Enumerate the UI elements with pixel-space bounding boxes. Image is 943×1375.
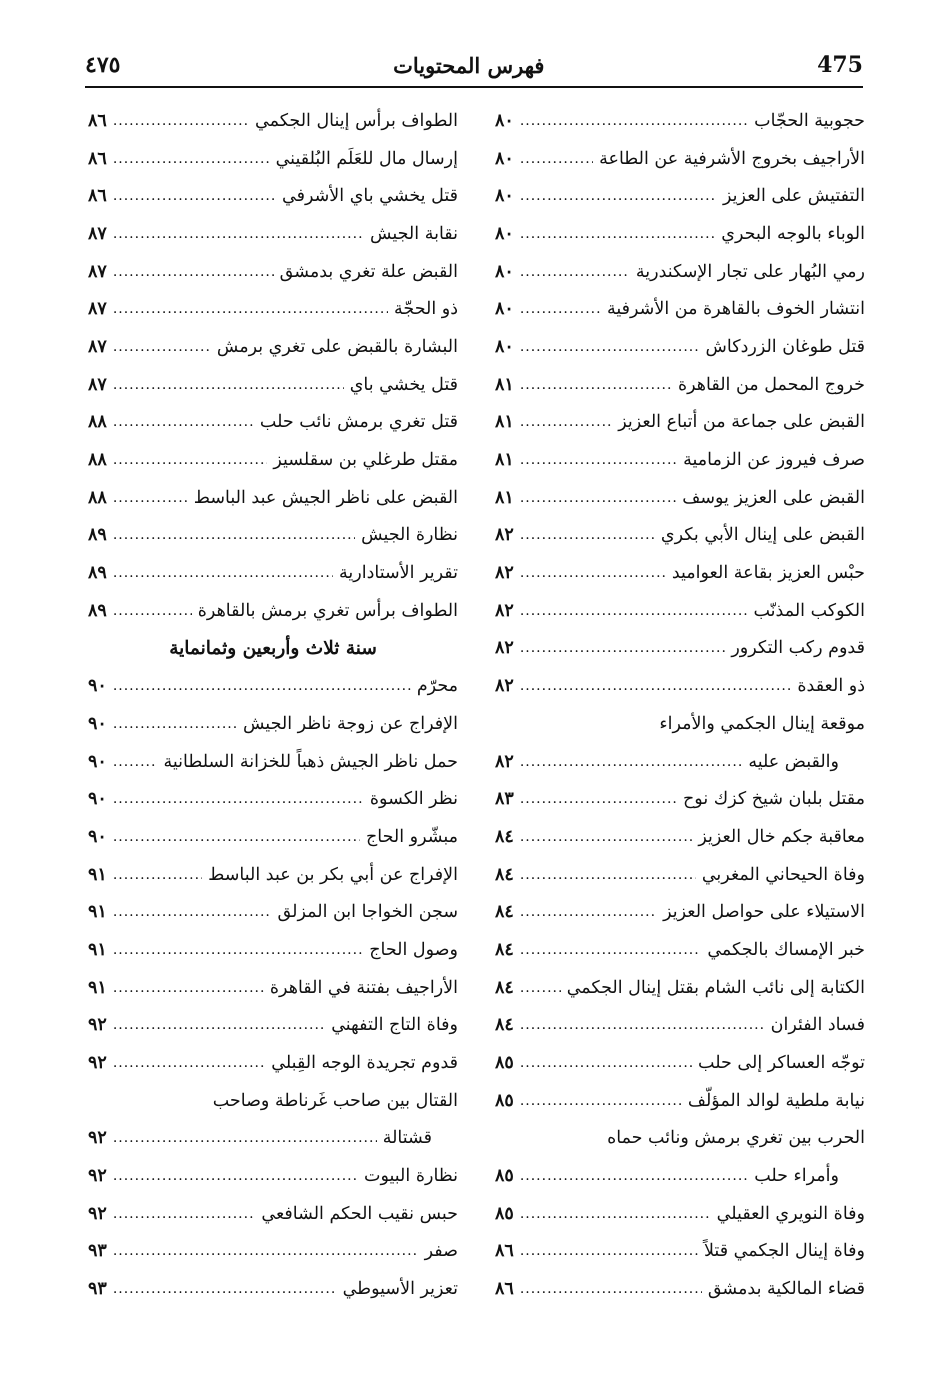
entry-page-number: ٨٧: [88, 336, 107, 357]
dot-leader: [113, 113, 249, 129]
entry-title: نقابة الجيش: [370, 223, 458, 244]
entry-title: القبض علة تغري بدمشق: [279, 261, 458, 282]
dot-leader: [520, 791, 677, 807]
dot-leader: [113, 188, 276, 204]
entry-page-number: ٩٢: [88, 1053, 107, 1074]
entry-title: وأمراء حلب: [754, 1166, 839, 1187]
dot-leader: [520, 113, 748, 129]
section-heading-text: سنة ثلاث وأربعين وثمانماية: [169, 637, 377, 659]
entry-title: توجّه العساكر إلى حلب: [698, 1053, 865, 1074]
index-entry: [88, 328, 458, 366]
entry-title: الإفراج عن أبي بكر بن عبد الباسط: [208, 864, 458, 885]
entry-title: القبض على ناظر الجيش عبد الباسط: [193, 487, 458, 508]
index-entry: [88, 404, 458, 442]
entry-title: نيابة ملطية لوالد المؤلّف: [687, 1090, 865, 1111]
entry-title: البشارة بالقبض على تغري برمش: [216, 336, 458, 357]
dot-leader: [520, 1243, 698, 1259]
dot-leader: [113, 867, 202, 883]
entry-page-number: ٨٢: [495, 676, 514, 697]
dot-leader: [520, 527, 655, 543]
index-entry: [495, 931, 865, 969]
dot-leader: [113, 1281, 337, 1297]
dot-leader: [520, 1168, 748, 1184]
entry-page-number: ٨٤: [495, 977, 514, 998]
entry-page-number: ٩٢: [88, 1203, 107, 1224]
entry-page-number: ٩٠: [88, 789, 107, 810]
index-entry: [88, 215, 458, 253]
entry-page-number: ٨٠: [495, 299, 514, 320]
entry-title: ذو الحجّة: [394, 299, 458, 320]
entry-page-number: ٨٦: [495, 1241, 514, 1262]
index-entry: [495, 328, 865, 366]
page-header: [85, 44, 863, 88]
index-entry: [88, 517, 458, 555]
index-entry: [495, 630, 865, 668]
entry-page-number: ٨٠: [495, 261, 514, 282]
index-entry: [88, 441, 458, 479]
entry-title: مقتل طرغلي بن سقلسيز: [273, 450, 458, 471]
entry-page-number: ٩٣: [88, 1279, 107, 1300]
index-entry: [88, 290, 458, 328]
entry-title: مبشّرو الحاج: [365, 826, 458, 847]
entry-page-number: ٨٨: [88, 450, 107, 471]
entry-page-number: ٨٧: [88, 299, 107, 320]
index-entry: [88, 743, 458, 781]
dot-leader: [113, 716, 237, 732]
index-entry: [495, 818, 865, 856]
entry-page-number: ٨٥: [495, 1166, 514, 1187]
dot-leader: [520, 188, 717, 204]
entry-page-number: ٨٩: [88, 525, 107, 546]
entry-title: صرف فيروز عن الزمامية: [683, 450, 865, 471]
entry-page-number: ٨٠: [495, 336, 514, 357]
entry-title: الوباء بالوجه البحري: [721, 223, 865, 244]
entry-page-number: ٩٢: [88, 1166, 107, 1187]
entry-page-number: ٨٨: [88, 487, 107, 508]
dot-leader: [520, 414, 612, 430]
index-entry: [495, 517, 865, 555]
entry-title: الكوكب المذنّب: [753, 600, 865, 621]
index-entry: [495, 253, 865, 291]
entry-title: وفاة النويري العقيلي: [716, 1203, 865, 1224]
entry-page-number: ٩٠: [88, 713, 107, 734]
index-entry: [88, 893, 458, 931]
index-entry: [88, 1157, 458, 1195]
index-entry: [88, 780, 458, 818]
entry-title: سجن الخواجا ابن المزلق: [277, 902, 458, 923]
entry-page-number: ٩٢: [88, 1128, 107, 1149]
dot-leader: [113, 904, 272, 920]
entry-page-number: ٨٩: [88, 600, 107, 621]
index-entry: [495, 140, 865, 178]
index-entry: [495, 1082, 865, 1120]
entry-title: قتل تغري برمش نائب حلب: [259, 412, 458, 433]
dot-leader: [520, 867, 696, 883]
right-index-column: [495, 102, 865, 1308]
entry-page-number: ٨٢: [495, 525, 514, 546]
entry-title: حجوبية الحجّاب: [754, 110, 865, 131]
entry-title: رمي البُهار على تجار الإسكندرية: [635, 261, 865, 282]
entry-title: وفاة التاج التفهني: [331, 1015, 458, 1036]
index-entry: [495, 1120, 865, 1158]
index-entry: [88, 1082, 458, 1120]
entry-page-number: ٨٠: [495, 148, 514, 169]
index-entry: [88, 856, 458, 894]
entry-title: الطواف برأس تغري برمش بالقاهرة: [197, 600, 458, 621]
entry-title: محرّم: [416, 676, 458, 697]
dot-leader: [520, 1017, 765, 1033]
dot-leader: [113, 527, 355, 543]
entry-title: صفر: [424, 1241, 458, 1262]
dot-leader: [520, 264, 630, 280]
entry-title: قتل طوغان الزردكاش: [705, 336, 865, 357]
index-entry: [495, 1233, 865, 1271]
entry-page-number: ٨٦: [495, 1279, 514, 1300]
entry-page-number: ٨٤: [495, 902, 514, 923]
entry-page-number: ٩٣: [88, 1241, 107, 1262]
index-entry: [88, 1044, 458, 1082]
entry-title: الاستيلاء على حواصل العزيز: [663, 902, 865, 923]
index-entry: [495, 215, 865, 253]
index-entry: [88, 1233, 458, 1271]
dot-leader: [520, 301, 601, 317]
entry-title: قتل يخشي باي: [349, 374, 458, 395]
dot-leader: [520, 565, 666, 581]
entry-title: نظر الكسوة: [369, 789, 458, 810]
entry-page-number: ٩٢: [88, 1015, 107, 1036]
index-entry: [495, 404, 865, 442]
index-entry: [88, 592, 458, 630]
entry-page-number: ٨٠: [495, 110, 514, 131]
entry-title: فساد الفئران: [770, 1015, 865, 1036]
entry-title: وصول الحاج: [369, 939, 458, 960]
dot-leader: [520, 226, 715, 242]
index-entry: [88, 102, 458, 140]
entry-page-number: ٨٢: [495, 638, 514, 659]
index-entry: [495, 592, 865, 630]
entry-title: خروج المحمل من القاهرة: [677, 374, 865, 395]
entry-page-number: ٨٧: [88, 223, 107, 244]
entry-page-number: ٨٧: [88, 374, 107, 395]
dot-leader: [520, 829, 693, 845]
dot-leader: [113, 1168, 358, 1184]
dot-leader: [520, 151, 593, 167]
entry-page-number: ٨٥: [495, 1053, 514, 1074]
entry-page-number: ٨٨: [88, 412, 107, 433]
index-entry: [88, 253, 458, 291]
index-entry: [88, 554, 458, 592]
entry-title: وفاة الحيحاني المغربي: [701, 864, 865, 885]
entry-title: ذو العقدة: [797, 676, 865, 697]
entry-title: حبس نقيب الحكم الشافعي: [261, 1203, 458, 1224]
entry-title: حبْس العزيز بقاعة العواميد: [671, 563, 865, 584]
entry-title: والقبض عليه: [748, 751, 839, 772]
index-entry: [495, 1157, 865, 1195]
entry-page-number: ٨٧: [88, 261, 107, 282]
entry-title: القبض على إينال الأبي بكري: [660, 525, 865, 546]
dot-leader: [520, 942, 702, 958]
entry-title: الأراجيف بفتنة في القاهرة: [269, 977, 458, 998]
entry-page-number: ٨٤: [495, 864, 514, 885]
dot-leader: [113, 339, 211, 355]
entry-title: قدوم تجريدة الوجه القِبلي: [271, 1053, 458, 1074]
dot-leader: [113, 151, 270, 167]
entry-title: القتال بين صاحب غَرناطة وصاحب: [212, 1090, 458, 1111]
entry-page-number: ٨٤: [495, 1015, 514, 1036]
entry-title: التفتيش على العزيز: [723, 186, 865, 207]
index-entry: [88, 366, 458, 404]
entry-page-number: ٨٦: [88, 186, 107, 207]
entry-page-number: ٨٤: [495, 826, 514, 847]
entry-page-number: ٨١: [495, 412, 514, 433]
entry-page-number: ٨٩: [88, 563, 107, 584]
section-heading: [88, 630, 458, 668]
entry-title: قضاء المالكية بدمشق: [707, 1279, 865, 1300]
entry-page-number: ٨٥: [495, 1090, 514, 1111]
entry-page-number: ٨١: [495, 374, 514, 395]
dot-leader: [520, 1055, 692, 1071]
entry-title: موقعة إينال الجكمي والأمراء: [659, 713, 865, 734]
dot-leader: [520, 1281, 702, 1297]
index-entry: [88, 705, 458, 743]
entry-title: القبض على العزيز يوسف: [682, 487, 865, 508]
entry-title: مقتل بلبان شيخ كزك نوح: [683, 789, 865, 810]
dot-leader: [113, 1243, 419, 1259]
index-entry: [495, 441, 865, 479]
entry-page-number: ٨٥: [495, 1203, 514, 1224]
entry-page-number: ٨٢: [495, 751, 514, 772]
entry-page-number: ٨٦: [88, 148, 107, 169]
page-title: فهرس المحتويات: [393, 52, 545, 78]
entry-title: قتل يخشي باي الأشرفي: [282, 186, 458, 207]
dot-leader: [113, 452, 268, 468]
index-entry: [495, 705, 865, 743]
dot-leader: [113, 791, 364, 807]
index-entry: [88, 667, 458, 705]
entry-page-number: ٨٠: [495, 223, 514, 244]
entry-title: تعزير الأسيوطي: [342, 1279, 458, 1300]
entry-page-number: ٨١: [495, 450, 514, 471]
page-number-latin: 475: [817, 52, 863, 78]
index-entry: [495, 780, 865, 818]
dot-leader: [113, 264, 274, 280]
left-index-column: [88, 102, 458, 1308]
entry-page-number: ٩١: [88, 902, 107, 923]
entry-page-number: ٨٣: [495, 789, 514, 810]
dot-leader: [113, 980, 264, 996]
index-entry: [495, 554, 865, 592]
index-entry: [495, 1195, 865, 1233]
index-entry: [495, 1270, 865, 1308]
entry-title: وفاة إينال الجكمي قتلاً: [703, 1241, 865, 1262]
entry-title: خبر الإمساك بالجكمي: [707, 939, 865, 960]
entry-page-number: ٨٢: [495, 600, 514, 621]
index-entry: [88, 1007, 458, 1045]
index-entry: [88, 177, 458, 215]
dot-leader: [520, 377, 672, 393]
dot-leader: [520, 980, 561, 996]
index-entry: [495, 366, 865, 404]
dot-leader: [520, 603, 748, 619]
dot-leader: [520, 640, 726, 656]
dot-leader: [113, 414, 254, 430]
index-entry: [88, 1120, 458, 1158]
entry-page-number: ٩٠: [88, 826, 107, 847]
index-entry: [495, 743, 865, 781]
dot-leader: [520, 904, 657, 920]
entry-page-number: ٨٢: [495, 563, 514, 584]
entry-title: الأراجيف بخروج الأشرفية عن الطاعة: [599, 148, 865, 169]
dot-leader: [113, 490, 188, 506]
dot-leader: [113, 301, 388, 317]
index-entry: [495, 177, 865, 215]
index-entry: [495, 1044, 865, 1082]
dot-leader: [113, 1055, 265, 1071]
entry-title: حمل ناظر الجيش ذهباً للخزانة السلطانية: [163, 751, 458, 772]
entry-title: قشتالة: [382, 1128, 432, 1149]
index-entry: [88, 140, 458, 178]
index-entry: [495, 856, 865, 894]
index-entry: [495, 893, 865, 931]
dot-leader: [520, 1206, 711, 1222]
index-entry: [495, 667, 865, 705]
index-entry: [88, 1195, 458, 1233]
entry-page-number: ٩٠: [88, 676, 107, 697]
entry-title: الحرب بين تغري برمش ونائب حماه: [607, 1128, 865, 1149]
entry-title: نظارة البيوت: [363, 1166, 458, 1187]
dot-leader: [113, 1206, 256, 1222]
index-entry: [495, 102, 865, 140]
index-entry: [88, 479, 458, 517]
entry-page-number: ٩٠: [88, 751, 107, 772]
entry-page-number: ٨٤: [495, 939, 514, 960]
entry-page-number: ٩١: [88, 977, 107, 998]
dot-leader: [113, 1130, 377, 1146]
index-entry: [88, 969, 458, 1007]
dot-leader: [520, 1093, 682, 1109]
entry-page-number: ٩١: [88, 939, 107, 960]
dot-leader: [520, 339, 700, 355]
entry-title: نظارة الجيش: [361, 525, 458, 546]
index-entry: [495, 969, 865, 1007]
dot-leader: [520, 490, 676, 506]
dot-leader: [113, 829, 360, 845]
index-entry: [495, 1007, 865, 1045]
index-entry: [88, 931, 458, 969]
entry-page-number: ٨٦: [88, 110, 107, 131]
index-entry: [495, 479, 865, 517]
dot-leader: [113, 1017, 325, 1033]
entry-title: القبض على جماعة من أتباع العزيز: [618, 412, 865, 433]
entry-title: إرسال مال للعَلَم البُلقيني: [275, 148, 458, 169]
entry-page-number: ٨٠: [495, 186, 514, 207]
dot-leader: [520, 754, 743, 770]
dot-leader: [113, 754, 158, 770]
dot-leader: [113, 942, 363, 958]
index-entry: [495, 290, 865, 328]
index-entry: [88, 1270, 458, 1308]
entry-title: تقرير الأستادارية: [339, 563, 458, 584]
dot-leader: [520, 452, 677, 468]
entry-title: الإفراج عن زوجة ناظر الجيش: [242, 713, 458, 734]
entry-title: معاقبة جكم خال العزيز: [698, 826, 865, 847]
index-entry: [88, 818, 458, 856]
page-number-arabic: ٤٧٥: [85, 52, 121, 78]
entry-title: الكتابة إلى نائب الشام بقتل إينال الجكمي: [566, 977, 865, 998]
entry-title: قدوم ركب التكرور: [731, 638, 865, 659]
entry-page-number: ٨١: [495, 487, 514, 508]
dot-leader: [113, 565, 333, 581]
entry-page-number: ٩١: [88, 864, 107, 885]
dot-leader: [113, 226, 364, 242]
dot-leader: [113, 377, 344, 393]
dot-leader: [520, 678, 792, 694]
dot-leader: [113, 603, 192, 619]
entry-title: انتشار الخوف بالقاهرة من الأشرفية: [607, 299, 865, 320]
entry-title: الطواف برأس إينال الجكمي: [255, 110, 458, 131]
dot-leader: [113, 678, 411, 694]
